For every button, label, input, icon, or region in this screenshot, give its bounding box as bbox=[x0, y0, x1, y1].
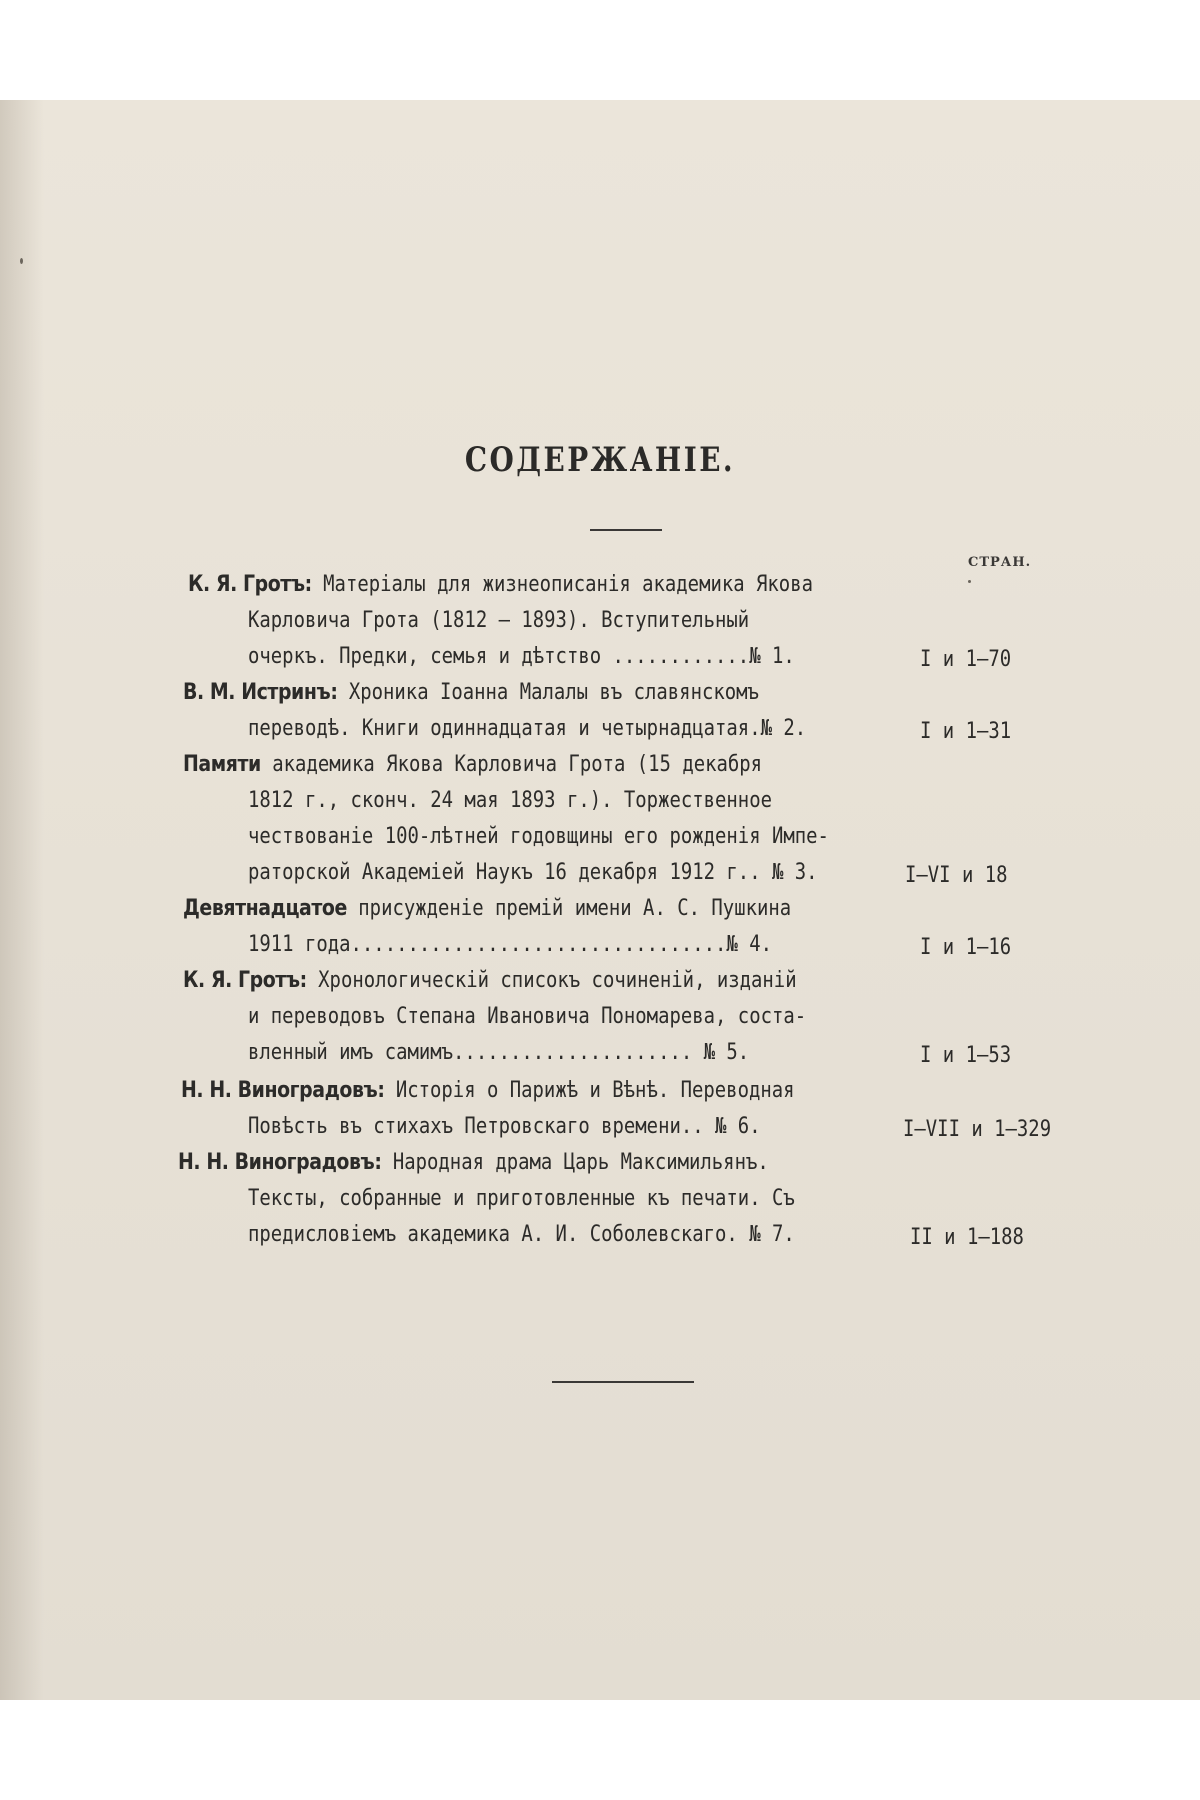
toc-line: Тексты, собранные и приготовленные къ печати. Съ bbox=[248, 1186, 795, 1211]
toc-author: В. М. Истринъ: bbox=[183, 680, 338, 705]
toc-line: и переводовъ Степана Ивановича Пономарева, соста- bbox=[248, 1004, 807, 1029]
page-column-header: СТРАН. bbox=[968, 555, 1032, 570]
toc-text: присужденіе премій имени А. С. Пушкина bbox=[358, 896, 792, 921]
toc-line: вленный имъ самимъ..................... № 5. bbox=[248, 1040, 750, 1065]
toc-line: переводѣ. Книги одиннадцатая и четырнадцатая.№ 2. bbox=[248, 716, 807, 741]
book-page bbox=[0, 100, 1200, 1700]
toc-pages: I—VII и 1—329 bbox=[903, 1117, 1052, 1142]
toc-text: Хронологическій списокъ сочиненій, изданій bbox=[318, 968, 797, 993]
toc-line bbox=[183, 752, 762, 777]
title-divider bbox=[590, 529, 662, 531]
toc-line bbox=[181, 1078, 795, 1103]
toc-line: 1812 г., сконч. 24 мая 1893 г.). Торжественное bbox=[248, 788, 772, 813]
toc-line: чествованіе 100-лѣтней годовщины его рожденія Импе- bbox=[248, 824, 829, 849]
toc-line: Карловича Грота (1812 — 1893). Вступительный bbox=[248, 608, 750, 633]
toc-pages: II и 1—188 bbox=[910, 1225, 1024, 1250]
toc-pages: I—VI и 18 bbox=[905, 863, 1008, 888]
toc-text: Матеріалы для жизнеописанія академика Якова bbox=[323, 572, 813, 597]
toc-author: К. Я. Гротъ: bbox=[183, 968, 307, 993]
toc-line bbox=[183, 896, 791, 921]
paper-speck bbox=[968, 580, 971, 583]
toc-text: Народная драма Царь Максимильянъ. bbox=[392, 1150, 769, 1175]
toc-line bbox=[188, 572, 813, 597]
toc-author: Н. Н. Виноградовъ: bbox=[178, 1150, 382, 1175]
toc-line: раторской Академіей Наукъ 16 декабря 1912 г.. № 3. bbox=[248, 860, 818, 885]
toc-pages: I и 1—16 bbox=[920, 935, 1012, 960]
toc-line: очеркъ. Предки, семья и дѣтство ............№ 1. bbox=[248, 644, 795, 669]
toc-line: предисловіемъ академика А. И. Соболевскаго. № 7. bbox=[248, 1222, 795, 1247]
paper-speck bbox=[20, 258, 23, 264]
toc-pages: I и 1—53 bbox=[920, 1043, 1012, 1068]
toc-line bbox=[183, 680, 759, 705]
bottom-divider bbox=[552, 1381, 694, 1383]
toc-author: К. Я. Гротъ: bbox=[188, 572, 312, 597]
toc-line bbox=[178, 1150, 769, 1175]
page-edge-shadow bbox=[0, 100, 44, 1700]
toc-pages: I и 1—70 bbox=[920, 647, 1012, 672]
page-title: СОДЕРЖАНІЕ. bbox=[464, 440, 736, 480]
toc-text: Исторія о Парижѣ и Вѣнѣ. Переводная bbox=[395, 1078, 795, 1103]
toc-author: Памяти bbox=[183, 752, 261, 777]
toc-author: Н. Н. Виноградовъ: bbox=[181, 1078, 385, 1103]
toc-line: Повѣсть въ стихахъ Петровскаго времени.. № 6. bbox=[248, 1114, 761, 1139]
toc-pages: I и 1—31 bbox=[920, 719, 1012, 744]
toc-text: Хроника Іоанна Малалы въ славянскомъ bbox=[348, 680, 759, 705]
toc-author: Девятнадцатое bbox=[183, 896, 347, 921]
toc-line bbox=[183, 968, 797, 993]
toc-text: академика Якова Карловича Грота (15 декабря bbox=[272, 752, 763, 777]
toc-line: 1911 года.................................№ 4. bbox=[248, 932, 772, 957]
